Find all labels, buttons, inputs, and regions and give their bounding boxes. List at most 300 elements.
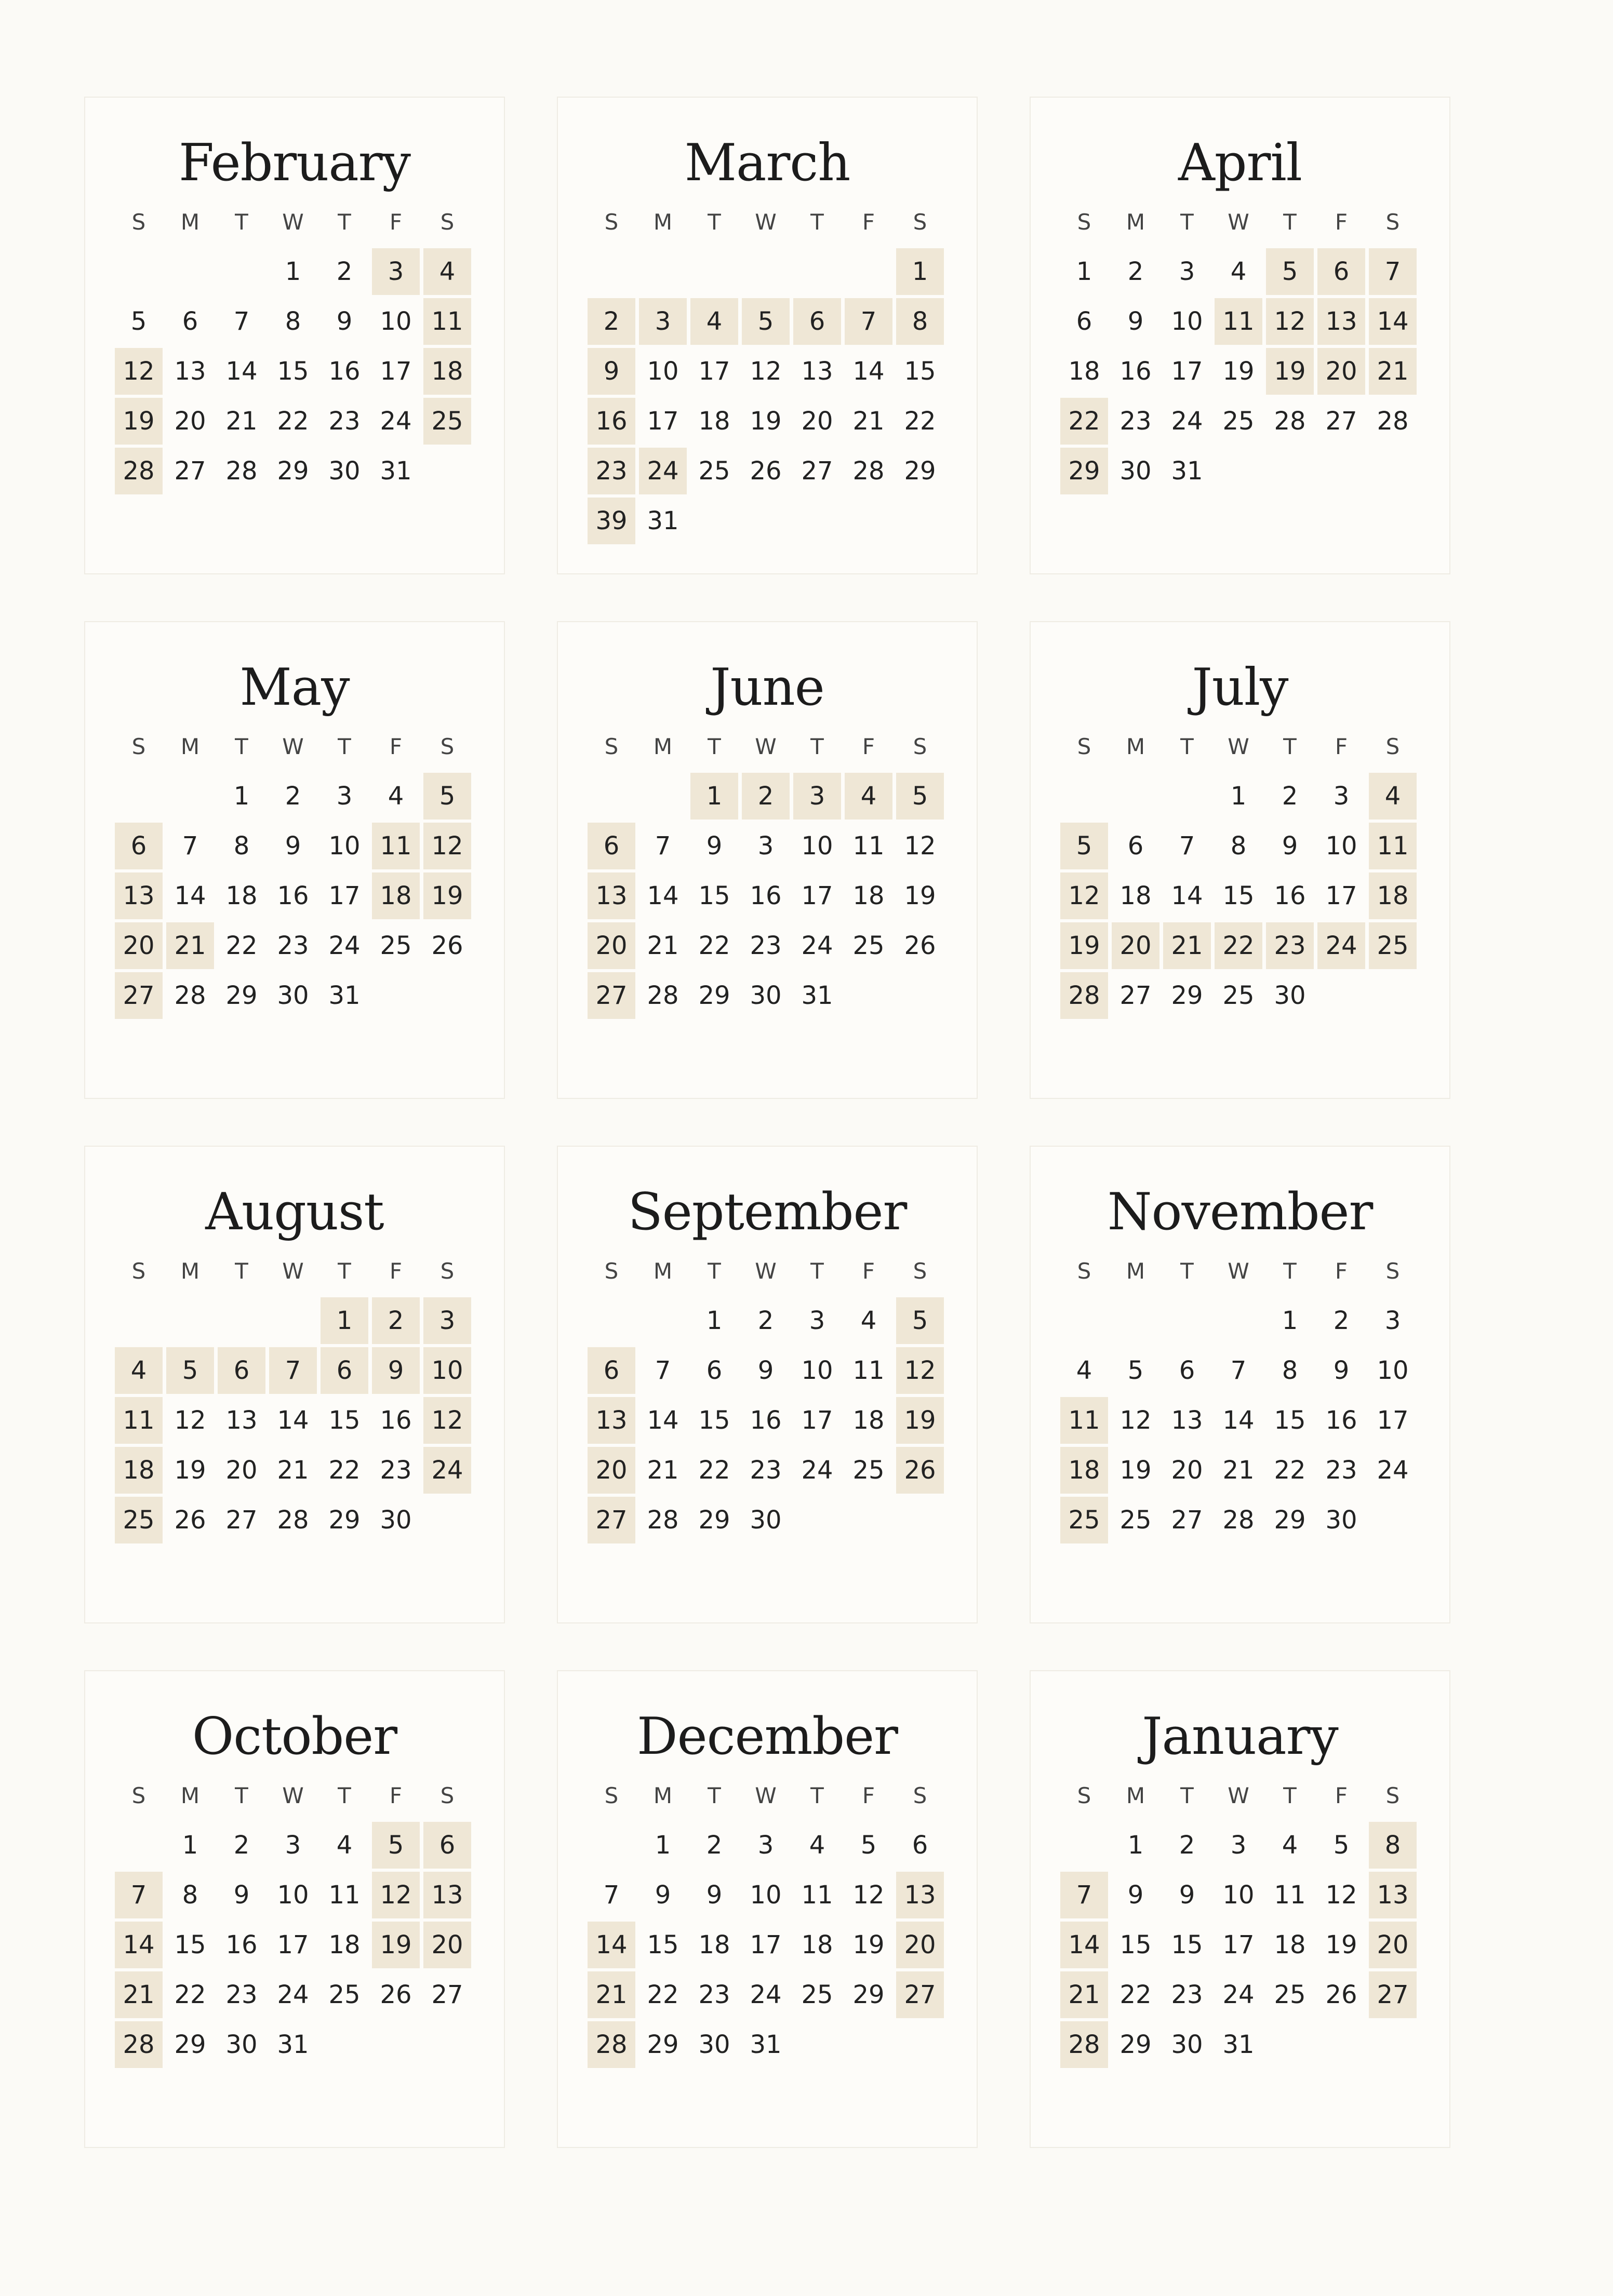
empty-day-cell bbox=[1163, 773, 1211, 820]
day-cell: 31 bbox=[801, 981, 833, 1010]
day-cell: 17 bbox=[380, 357, 412, 386]
day-cell: 24 bbox=[1171, 407, 1203, 436]
weekday-header: F bbox=[1335, 209, 1348, 235]
empty-day-cell bbox=[1112, 773, 1159, 820]
day-cell: 16 bbox=[1119, 357, 1152, 386]
day-cell: 31 bbox=[277, 2030, 309, 2059]
weekday-header: M bbox=[180, 1258, 200, 1284]
day-cell: 1 bbox=[1127, 1831, 1144, 1860]
day-cell: 14 bbox=[225, 357, 258, 386]
day-cell: 27 bbox=[1325, 407, 1357, 436]
day-cell: 15 bbox=[1119, 1930, 1152, 1959]
empty-day-cell bbox=[1060, 1822, 1108, 1869]
month-title: November bbox=[1107, 1183, 1373, 1242]
empty-day-cell bbox=[742, 498, 790, 544]
weekday-header: S bbox=[604, 209, 619, 235]
highlighted-day-cell: 20 bbox=[1369, 1922, 1417, 1968]
month-days-grid bbox=[1060, 1772, 1420, 2068]
weekday-header: S bbox=[913, 733, 927, 759]
day-cell: 29 bbox=[1274, 1506, 1306, 1535]
weekday-header: M bbox=[1126, 1258, 1145, 1284]
highlighted-day-cell: 28 bbox=[1060, 2021, 1108, 2068]
empty-day-cell bbox=[1317, 2021, 1365, 2068]
month-title: April bbox=[1178, 133, 1302, 193]
day-cell: 30 bbox=[1325, 1506, 1357, 1535]
day-cell: 5 bbox=[1333, 1831, 1350, 1860]
highlighted-day-cell: 4 bbox=[1369, 773, 1417, 820]
day-cell: 17 bbox=[698, 357, 730, 386]
month-card-september bbox=[557, 1146, 978, 1623]
weekday-header: T bbox=[1180, 1782, 1194, 1808]
highlighted-day-cell: 28 bbox=[588, 2021, 635, 2068]
day-cell: 15 bbox=[647, 1930, 679, 1959]
highlighted-day-cell: 19 bbox=[1060, 922, 1108, 969]
month-card-april bbox=[1030, 97, 1450, 574]
highlighted-day-cell: 20 bbox=[1112, 922, 1159, 969]
empty-day-cell bbox=[1215, 1297, 1262, 1344]
month-card-june bbox=[557, 621, 978, 1099]
day-cell: 25 bbox=[328, 1980, 361, 2009]
day-cell: 10 bbox=[801, 1356, 833, 1385]
day-cell: 13 bbox=[174, 357, 206, 386]
day-cell: 11 bbox=[801, 1881, 833, 1910]
day-cell: 16 bbox=[225, 1930, 258, 1959]
month-card-august bbox=[84, 1146, 505, 1623]
weekday-header: W bbox=[755, 209, 777, 235]
day-cell: 26 bbox=[380, 1980, 412, 2009]
day-cell: 29 bbox=[174, 2030, 206, 2059]
weekday-header: T bbox=[708, 733, 721, 759]
weekday-header: F bbox=[1335, 1782, 1348, 1808]
empty-day-cell bbox=[690, 248, 738, 295]
day-cell: 17 bbox=[1171, 357, 1203, 386]
day-cell: 20 bbox=[1171, 1456, 1203, 1485]
highlighted-day-cell: 5 bbox=[1060, 823, 1108, 869]
day-cell: 29 bbox=[698, 981, 730, 1010]
highlighted-day-cell: 28 bbox=[115, 448, 163, 494]
empty-day-cell bbox=[588, 248, 635, 295]
highlighted-day-cell: 1 bbox=[896, 248, 944, 295]
highlighted-day-cell: 25 bbox=[423, 398, 471, 445]
day-cell: 25 bbox=[1222, 981, 1255, 1010]
weekday-header: S bbox=[913, 209, 927, 235]
day-cell: 1 bbox=[655, 1831, 671, 1860]
weekday-header: F bbox=[389, 733, 403, 759]
month-days-grid bbox=[588, 723, 947, 1019]
day-cell: 2 bbox=[1127, 257, 1144, 286]
highlighted-day-cell: 22 bbox=[1215, 922, 1262, 969]
empty-day-cell bbox=[588, 1297, 635, 1344]
highlighted-day-cell: 5 bbox=[742, 298, 790, 345]
day-cell: 18 bbox=[698, 1930, 730, 1959]
day-cell: 16 bbox=[1274, 881, 1306, 910]
day-cell: 12 bbox=[174, 1406, 206, 1435]
highlighted-day-cell: 14 bbox=[1060, 1922, 1108, 1968]
highlighted-day-cell: 21 bbox=[1060, 1971, 1108, 2018]
highlighted-day-cell: 19 bbox=[423, 872, 471, 919]
empty-day-cell bbox=[1215, 448, 1262, 494]
day-cell: 8 bbox=[233, 831, 250, 861]
day-cell: 17 bbox=[801, 1406, 833, 1435]
highlighted-day-cell: 25 bbox=[1369, 922, 1417, 969]
empty-day-cell bbox=[896, 972, 944, 1019]
day-cell: 4 bbox=[1230, 257, 1247, 286]
weekday-header: M bbox=[1126, 1782, 1145, 1808]
empty-day-cell bbox=[1060, 1297, 1108, 1344]
weekday-header: W bbox=[282, 209, 304, 235]
day-cell: 15 bbox=[1274, 1406, 1306, 1435]
day-cell: 23 bbox=[328, 407, 361, 436]
day-cell: 23 bbox=[380, 1456, 412, 1485]
empty-day-cell bbox=[742, 248, 790, 295]
day-cell: 2 bbox=[706, 1831, 723, 1860]
day-cell: 4 bbox=[1076, 1356, 1092, 1385]
weekday-header: M bbox=[180, 1782, 200, 1808]
day-cell: 3 bbox=[809, 1306, 825, 1335]
highlighted-day-cell: 13 bbox=[115, 872, 163, 919]
weekday-header: T bbox=[1283, 1782, 1297, 1808]
highlighted-day-cell: 12 bbox=[423, 1397, 471, 1444]
highlighted-day-cell: 20 bbox=[588, 922, 635, 969]
weekday-header: T bbox=[338, 209, 351, 235]
day-cell: 26 bbox=[904, 931, 936, 960]
day-cell: 28 bbox=[852, 456, 885, 486]
day-cell: 14 bbox=[1222, 1406, 1255, 1435]
day-cell: 2 bbox=[1282, 782, 1298, 811]
highlighted-day-cell: 3 bbox=[793, 773, 841, 820]
month-card-may bbox=[84, 621, 505, 1099]
highlighted-day-cell: 7 bbox=[269, 1347, 317, 1394]
day-cell: 18 bbox=[852, 881, 885, 910]
highlighted-day-cell: 11 bbox=[1060, 1397, 1108, 1444]
weekday-header: S bbox=[1385, 209, 1400, 235]
weekday-header: T bbox=[810, 1258, 824, 1284]
highlighted-day-cell: 7 bbox=[115, 1872, 163, 1918]
day-cell: 3 bbox=[757, 831, 774, 861]
empty-day-cell bbox=[896, 1497, 944, 1543]
empty-day-cell bbox=[896, 2021, 944, 2068]
day-cell: 21 bbox=[225, 407, 258, 436]
day-cell: 29 bbox=[225, 981, 258, 1010]
day-cell: 24 bbox=[801, 931, 833, 960]
highlighted-day-cell: 18 bbox=[372, 872, 420, 919]
weekday-header: M bbox=[653, 209, 673, 235]
weekday-header: S bbox=[604, 733, 619, 759]
day-cell: 19 bbox=[1222, 357, 1255, 386]
highlighted-day-cell: 7 bbox=[845, 298, 892, 345]
day-cell: 9 bbox=[706, 831, 723, 861]
empty-day-cell bbox=[1266, 448, 1314, 494]
weekday-header: T bbox=[235, 1782, 248, 1808]
day-cell: 18 bbox=[225, 881, 258, 910]
month-days-grid bbox=[588, 1247, 947, 1543]
highlighted-day-cell: 20 bbox=[423, 1922, 471, 1968]
day-cell: 3 bbox=[1384, 1306, 1401, 1335]
day-cell: 1 bbox=[1230, 782, 1247, 811]
highlighted-day-cell: 27 bbox=[1369, 1971, 1417, 2018]
highlighted-day-cell: 13 bbox=[896, 1872, 944, 1918]
day-cell: 24 bbox=[328, 931, 361, 960]
empty-day-cell bbox=[115, 1297, 163, 1344]
highlighted-day-cell: 13 bbox=[588, 1397, 635, 1444]
highlighted-day-cell: 18 bbox=[1060, 1447, 1108, 1494]
day-cell: 20 bbox=[225, 1456, 258, 1485]
weekday-header: T bbox=[235, 733, 248, 759]
day-cell: 30 bbox=[1171, 2030, 1203, 2059]
day-cell: 12 bbox=[904, 831, 936, 861]
day-cell: 19 bbox=[852, 1930, 885, 1959]
day-cell: 25 bbox=[698, 456, 730, 486]
day-cell: 12 bbox=[750, 357, 782, 386]
empty-day-cell bbox=[1369, 2021, 1417, 2068]
weekday-header: T bbox=[1283, 209, 1297, 235]
day-cell: 14 bbox=[647, 881, 679, 910]
day-cell: 17 bbox=[1377, 1406, 1409, 1435]
day-cell: 14 bbox=[1171, 881, 1203, 910]
empty-day-cell bbox=[1369, 1497, 1417, 1543]
weekday-header: S bbox=[1077, 733, 1091, 759]
weekday-header: S bbox=[604, 1258, 619, 1284]
weekday-header: T bbox=[1180, 209, 1194, 235]
day-cell: 6 bbox=[1179, 1356, 1195, 1385]
month-title: June bbox=[710, 658, 824, 717]
weekday-header: S bbox=[440, 1782, 455, 1808]
empty-day-cell bbox=[1112, 1297, 1159, 1344]
highlighted-day-cell: 14 bbox=[588, 1922, 635, 1968]
day-cell: 9 bbox=[757, 1356, 774, 1385]
day-cell: 29 bbox=[904, 456, 936, 486]
day-cell: 23 bbox=[750, 1456, 782, 1485]
month-days-grid bbox=[1060, 1247, 1420, 1543]
day-cell: 19 bbox=[1119, 1456, 1152, 1485]
empty-day-cell bbox=[1163, 1297, 1211, 1344]
day-cell: 1 bbox=[706, 1306, 723, 1335]
highlighted-day-cell: 25 bbox=[115, 1497, 163, 1543]
empty-day-cell bbox=[793, 248, 841, 295]
month-title: July bbox=[1192, 658, 1288, 717]
month-title: February bbox=[179, 133, 410, 193]
highlighted-day-cell: 39 bbox=[588, 498, 635, 544]
day-cell: 6 bbox=[912, 1831, 928, 1860]
day-cell: 2 bbox=[285, 782, 301, 811]
empty-day-cell bbox=[218, 248, 265, 295]
day-cell: 10 bbox=[750, 1881, 782, 1910]
day-cell: 28 bbox=[174, 981, 206, 1010]
highlighted-day-cell: 1 bbox=[690, 773, 738, 820]
day-cell: 16 bbox=[750, 881, 782, 910]
empty-day-cell bbox=[845, 1497, 892, 1543]
day-cell: 11 bbox=[328, 1881, 361, 1910]
day-cell: 14 bbox=[647, 1406, 679, 1435]
day-cell: 4 bbox=[860, 1306, 877, 1335]
highlighted-day-cell: 2 bbox=[742, 773, 790, 820]
weekday-header: W bbox=[1228, 733, 1249, 759]
highlighted-day-cell: 27 bbox=[588, 972, 635, 1019]
day-cell: 22 bbox=[904, 407, 936, 436]
month-days-grid bbox=[1060, 723, 1420, 1019]
month-title: May bbox=[239, 658, 350, 717]
day-cell: 29 bbox=[852, 1980, 885, 2009]
weekday-header: W bbox=[755, 733, 777, 759]
weekday-header: M bbox=[180, 733, 200, 759]
highlighted-day-cell: 13 bbox=[1369, 1872, 1417, 1918]
highlighted-day-cell: 23 bbox=[588, 448, 635, 494]
day-cell: 20 bbox=[801, 407, 833, 436]
weekday-header: W bbox=[282, 733, 304, 759]
day-cell: 29 bbox=[1171, 981, 1203, 1010]
month-card-november bbox=[1030, 1146, 1450, 1623]
weekday-header: T bbox=[810, 209, 824, 235]
day-cell: 18 bbox=[1068, 357, 1100, 386]
highlighted-day-cell: 22 bbox=[1060, 398, 1108, 445]
day-cell: 15 bbox=[174, 1930, 206, 1959]
month-title: December bbox=[637, 1707, 898, 1766]
day-cell: 27 bbox=[174, 456, 206, 486]
day-cell: 5 bbox=[1127, 1356, 1144, 1385]
month-card-january bbox=[1030, 1670, 1450, 2148]
day-cell: 9 bbox=[1127, 1881, 1144, 1910]
day-cell: 25 bbox=[1222, 407, 1255, 436]
day-cell: 30 bbox=[277, 981, 309, 1010]
highlighted-day-cell: 27 bbox=[115, 972, 163, 1019]
month-card-july bbox=[1030, 621, 1450, 1099]
weekday-header: T bbox=[338, 1782, 351, 1808]
day-cell: 24 bbox=[1377, 1456, 1409, 1485]
day-cell: 29 bbox=[647, 2030, 679, 2059]
day-cell: 5 bbox=[130, 307, 147, 336]
highlighted-day-cell: 13 bbox=[1317, 298, 1365, 345]
day-cell: 10 bbox=[328, 831, 361, 861]
highlighted-day-cell: 4 bbox=[845, 773, 892, 820]
day-cell: 28 bbox=[1274, 407, 1306, 436]
day-cell: 18 bbox=[1274, 1930, 1306, 1959]
highlighted-day-cell: 13 bbox=[588, 872, 635, 919]
weekday-header: M bbox=[180, 209, 200, 235]
highlighted-day-cell: 3 bbox=[372, 248, 420, 295]
month-title: August bbox=[205, 1183, 384, 1242]
empty-day-cell bbox=[690, 498, 738, 544]
day-cell: 25 bbox=[801, 1980, 833, 2009]
day-cell: 21 bbox=[277, 1456, 309, 1485]
day-cell: 22 bbox=[698, 1456, 730, 1485]
empty-day-cell bbox=[269, 1297, 317, 1344]
highlighted-day-cell: 5 bbox=[372, 1822, 420, 1869]
empty-day-cell bbox=[1369, 972, 1417, 1019]
day-cell: 23 bbox=[1119, 407, 1152, 436]
month-days-grid bbox=[588, 198, 947, 544]
day-cell: 18 bbox=[801, 1930, 833, 1959]
day-cell: 15 bbox=[698, 1406, 730, 1435]
weekday-header: S bbox=[1385, 1782, 1400, 1808]
day-cell: 25 bbox=[852, 931, 885, 960]
day-cell: 1 bbox=[182, 1831, 198, 1860]
day-cell: 28 bbox=[647, 981, 679, 1010]
day-cell: 10 bbox=[647, 357, 679, 386]
highlighted-day-cell: 25 bbox=[1060, 1497, 1108, 1543]
weekday-header: S bbox=[440, 209, 455, 235]
day-cell: 29 bbox=[328, 1506, 361, 1535]
empty-day-cell bbox=[793, 2021, 841, 2068]
month-days-grid bbox=[115, 1247, 474, 1543]
day-cell: 22 bbox=[1274, 1456, 1306, 1485]
weekday-header: S bbox=[913, 1782, 927, 1808]
day-cell: 7 bbox=[603, 1881, 620, 1910]
highlighted-day-cell: 11 bbox=[372, 823, 420, 869]
highlighted-day-cell: 21 bbox=[588, 1971, 635, 2018]
highlighted-day-cell: 28 bbox=[1060, 972, 1108, 1019]
day-cell: 10 bbox=[1377, 1356, 1409, 1385]
day-cell: 31 bbox=[1171, 456, 1203, 486]
highlighted-day-cell: 6 bbox=[588, 1347, 635, 1394]
day-cell: 30 bbox=[225, 2030, 258, 2059]
day-cell: 4 bbox=[809, 1831, 825, 1860]
highlighted-day-cell: 6 bbox=[588, 823, 635, 869]
day-cell: 31 bbox=[380, 456, 412, 486]
month-card-december bbox=[557, 1670, 978, 2148]
day-cell: 26 bbox=[174, 1506, 206, 1535]
day-cell: 20 bbox=[174, 407, 206, 436]
empty-day-cell bbox=[588, 773, 635, 820]
weekday-header: S bbox=[131, 1782, 146, 1808]
weekday-header: W bbox=[1228, 209, 1249, 235]
weekday-header: F bbox=[862, 1782, 875, 1808]
highlighted-day-cell: 24 bbox=[423, 1447, 471, 1494]
highlighted-day-cell: 5 bbox=[166, 1347, 214, 1394]
highlighted-day-cell: 28 bbox=[115, 2021, 163, 2068]
highlighted-day-cell: 11 bbox=[1215, 298, 1262, 345]
day-cell: 9 bbox=[336, 307, 353, 336]
day-cell: 14 bbox=[277, 1406, 309, 1435]
day-cell: 31 bbox=[647, 506, 679, 535]
day-cell: 27 bbox=[225, 1506, 258, 1535]
empty-day-cell bbox=[166, 1297, 214, 1344]
highlighted-day-cell: 20 bbox=[896, 1922, 944, 1968]
empty-day-cell bbox=[423, 1497, 471, 1543]
weekday-header: F bbox=[862, 1258, 875, 1284]
day-cell: 21 bbox=[852, 407, 885, 436]
highlighted-day-cell: 12 bbox=[115, 348, 163, 395]
day-cell: 13 bbox=[801, 357, 833, 386]
highlighted-day-cell: 21 bbox=[1369, 348, 1417, 395]
day-cell: 29 bbox=[698, 1506, 730, 1535]
highlighted-day-cell: 3 bbox=[639, 298, 687, 345]
day-cell: 22 bbox=[277, 407, 309, 436]
day-cell: 3 bbox=[1230, 1831, 1247, 1860]
day-cell: 2 bbox=[336, 257, 353, 286]
day-cell: 8 bbox=[1230, 831, 1247, 861]
weekday-header: F bbox=[1335, 1258, 1348, 1284]
day-cell: 14 bbox=[174, 881, 206, 910]
weekday-header: M bbox=[653, 1258, 673, 1284]
day-cell: 4 bbox=[1282, 1831, 1298, 1860]
day-cell: 28 bbox=[1377, 407, 1409, 436]
highlighted-day-cell: 7 bbox=[1060, 1872, 1108, 1918]
day-cell: 3 bbox=[336, 782, 353, 811]
day-cell: 15 bbox=[277, 357, 309, 386]
day-cell: 28 bbox=[277, 1506, 309, 1535]
day-cell: 30 bbox=[328, 456, 361, 486]
highlighted-day-cell: 18 bbox=[1369, 872, 1417, 919]
day-cell: 10 bbox=[277, 1881, 309, 1910]
day-cell: 2 bbox=[757, 1306, 774, 1335]
highlighted-day-cell: 6 bbox=[218, 1347, 265, 1394]
day-cell: 17 bbox=[1325, 881, 1357, 910]
empty-day-cell bbox=[423, 972, 471, 1019]
day-cell: 12 bbox=[852, 1881, 885, 1910]
empty-day-cell bbox=[218, 1297, 265, 1344]
weekday-header: S bbox=[1385, 1258, 1400, 1284]
highlighted-day-cell: 26 bbox=[896, 1447, 944, 1494]
